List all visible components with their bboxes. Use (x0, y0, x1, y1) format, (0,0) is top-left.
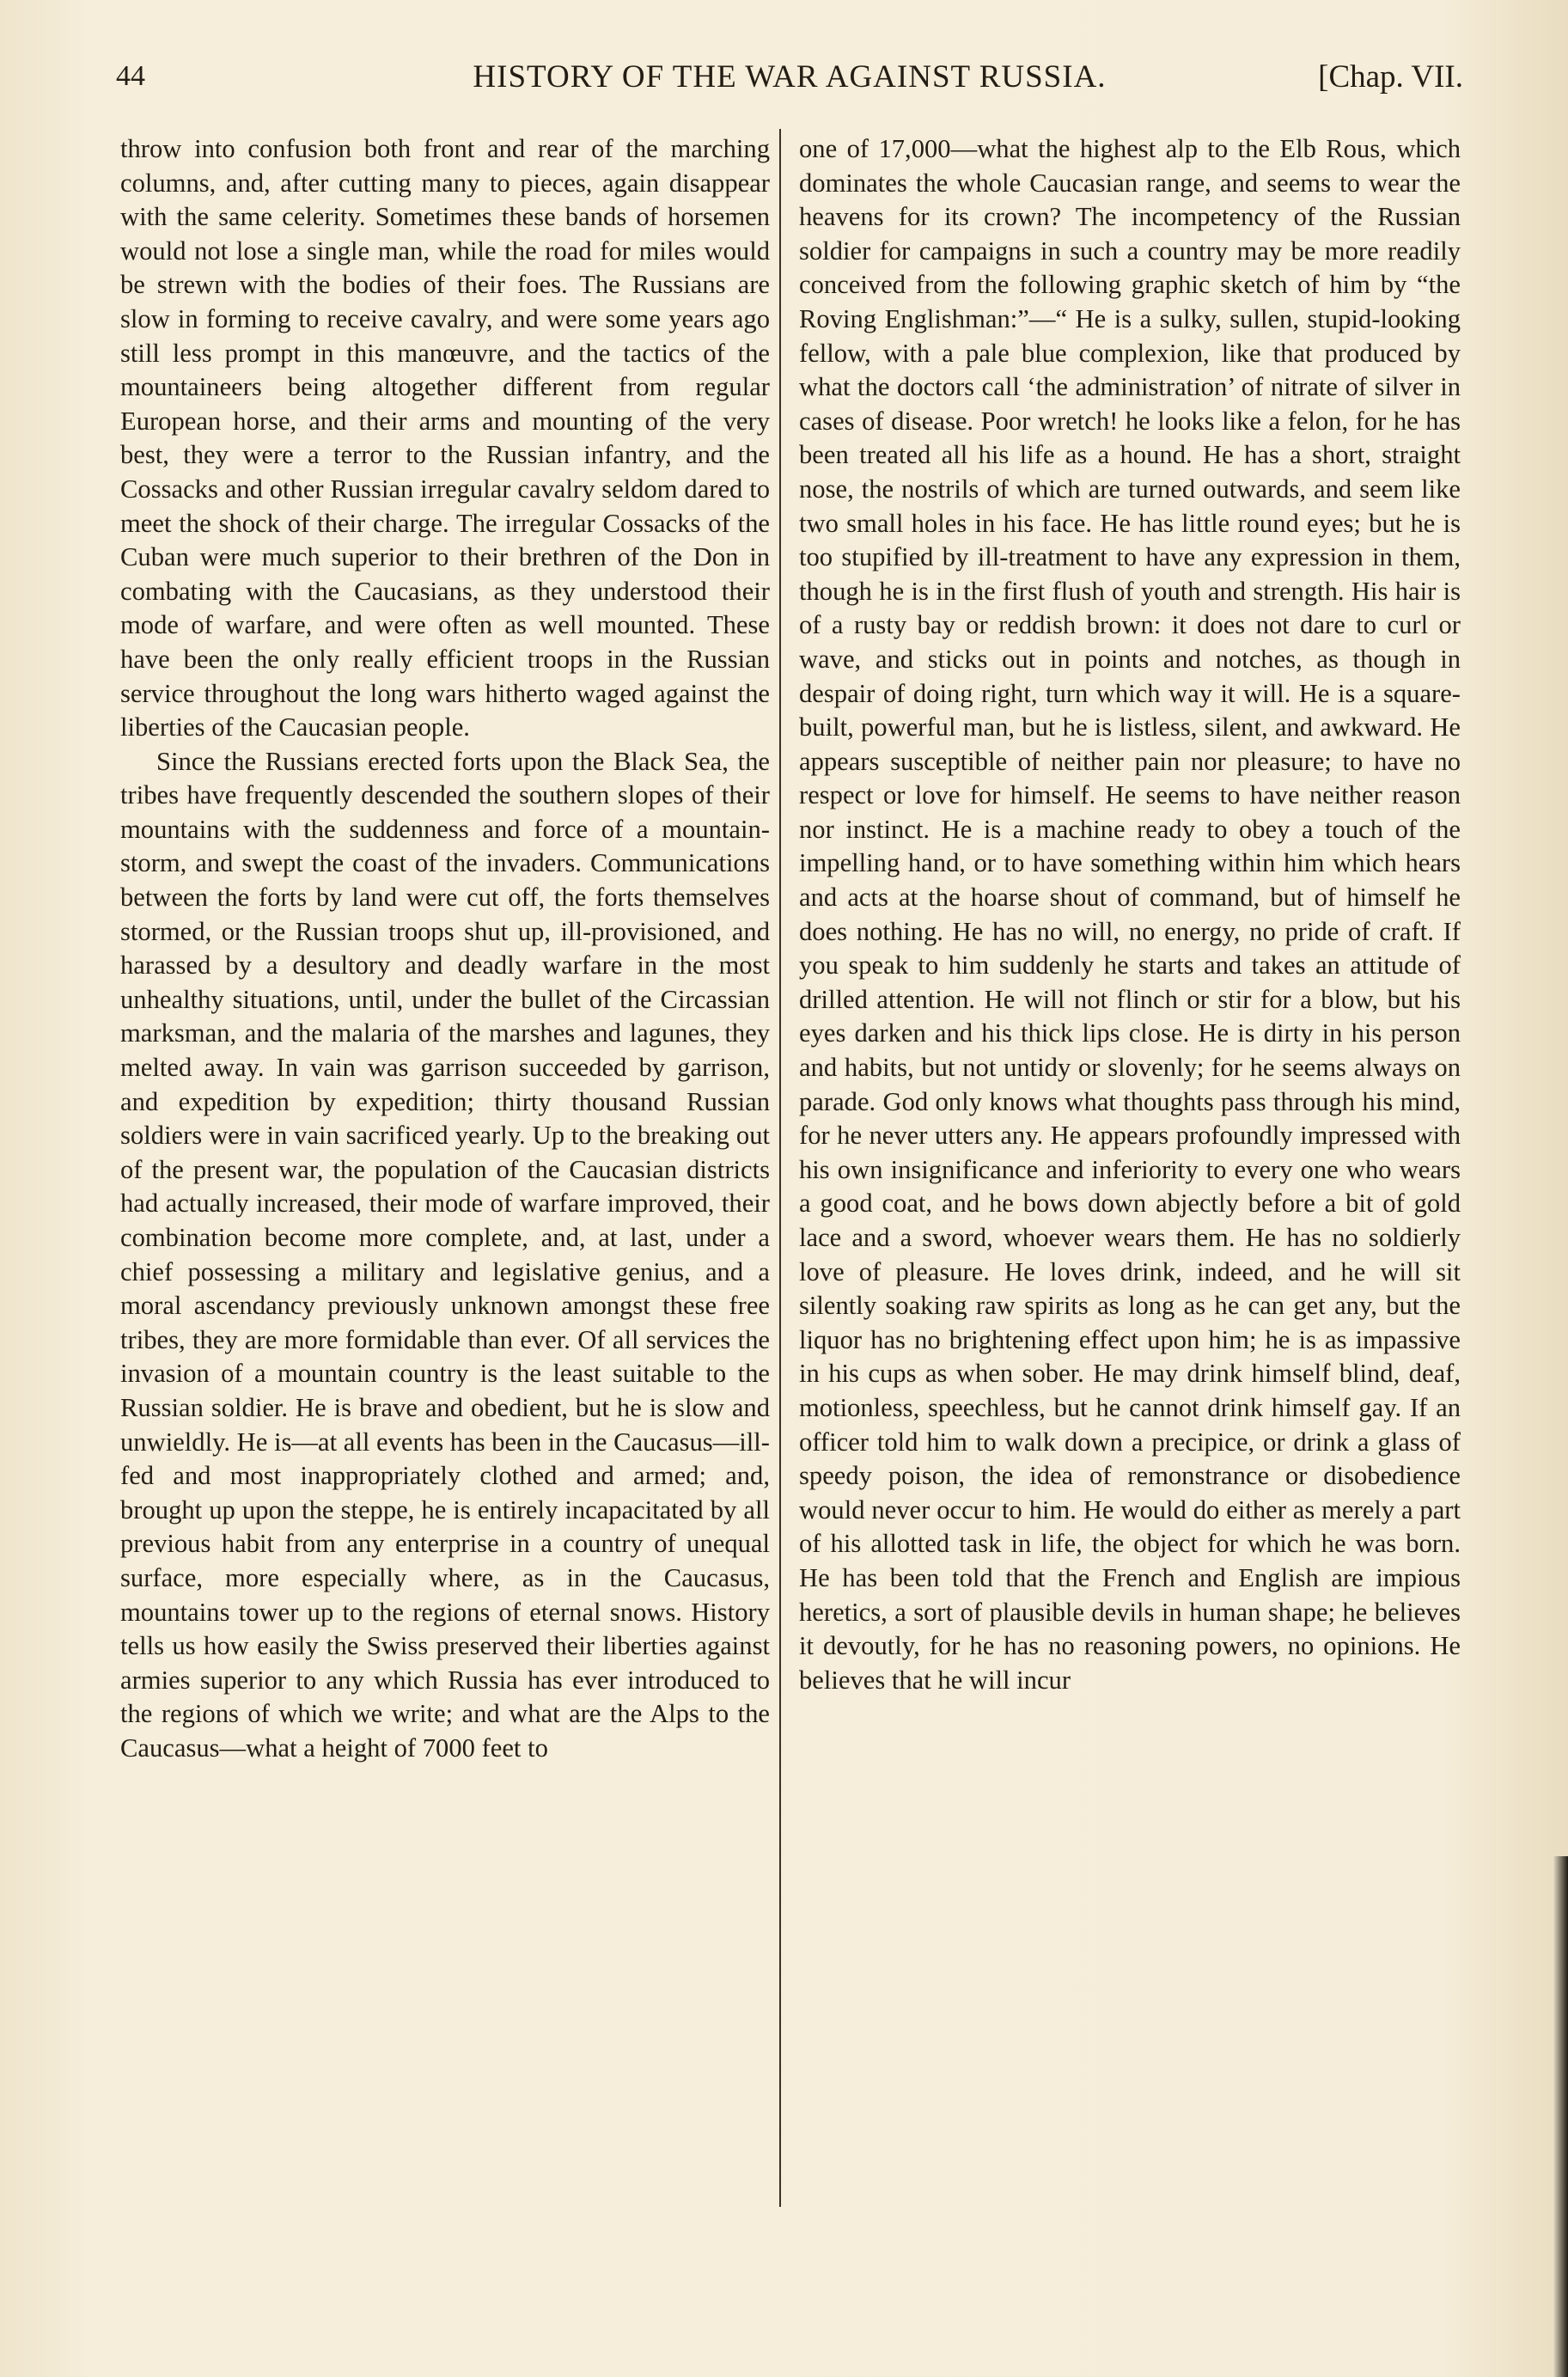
right-paragraph-1: one of 17,000—what the highest alp to the Elb Rous, which dominates the whole Caucasian range, and seems to wear the heavens for its crown? The incompetency of the Russian soldier for campaigns in such a country may be more readily conceived from the following graphic sketch of him by “the Roving Englishman:”—“ He is a sulky, sullen, stupid-looking fellow, with a pale blue complexion, like that produced by what the doctors call ‘the administration’ of nitrate of silver in cases of disease. Poor wretch! he looks like a felon, for he has been treated all his life as a hound. He has a short, straight nose, the nostrils of which are turned outwards, and seem like two small holes in his face. He has little round eyes; but he is too stupified by ill-treatment to have any expression in them, though he is in the first flush of youth and strength. His hair is of a rusty bay or reddish brown: it does not dare to curl or wave, and sticks out in points and notches, as though in despair of doing right, turn which way it will. He is a square-built, powerful man, but he is listless, silent, and awkward. He appears susceptible of neither pain nor pleasure; to have no respect or love for himself. He seems to have neither reason nor instinct. He is a machine ready to obey a touch of the impelling hand, or to have something within him which hears and acts at the hoarse shout of command, but of himself he does nothing. He has no will, no energy, no pride of craft. If you speak to him suddenly he starts and takes an attitude of drilled attention. He will not flinch or stir for a blow, but his eyes darken and his thick lips close. He is dirty in his person and habits, but not untidy or slovenly; for he seems always on parade. God only knows what thoughts pass through his mind, for he never utters any. He appears profoundly impressed with his own insignificance and inferiority to every one who wears a good coat, and he bows down abjectly before a bit of gold lace and a sword, whoever wears them. He has no soldierly love of pleasure. He loves drink, indeed, and he will sit silently soaking raw spirits as long as he can get any, but the liquor has no brightening effect upon him; he is as impassive in his cups as when sober. He may drink himself blind, deaf, motionless, speechless, but he cannot drink himself gay. If an officer told him to walk down a precipice, or drink a glass of speedy poison, the idea of remonstrance or disobedience would never occur to him. He would do either as merely a part of his allotted task in life, the object for which he was born. He has been told that the French and English are impious heretics, a sort of plausible devils in human shape; he believes it devoutly, for he has no reasoning powers, no opinions. He believes that he will incur (799, 134, 1461, 1695)
page-number: 44 (116, 60, 145, 92)
left-paragraph-2: Since the Russians erected forts upon the Black Sea, the tribes have frequently descended the southern slopes of their mountains with the suddenness and force of a mountain-storm, and swept the coast of the invaders. Communications between the forts by land were cut off, the forts themselves stormed, or the Russian troops shut up, ill-provisioned, and harassed by a desultory and deadly warfare in the most unhealthy situations, until, under the bullet of the Circassian marksman, and the malaria of the marshes and lagunes, they melted away. In vain was garrison succeeded by garrison, and expedition by expedition; thirty thousand Russian soldiers were in vain sacrificed yearly. Up to the breaking out of the present war, the population of the Caucasian districts had actually increased, their mode of warfare improved, their combination become more complete, and, at last, under a chief possessing a military and legislative genius, and a moral ascendancy previously unknown amongst these free tribes, they are more formidable than ever. Of all services the invasion of a mountain country is the least suitable to the Russian soldier. He is brave and obedient, but he is slow and unwieldly. He is—at all events has been in the Caucasus—ill-fed and most inappropriately clothed and armed; and, brought up upon the steppe, he is entirely incapacitated by all previous habit from any enterprise in a country of unequal surface, more especially where, as in the Caucasus, mountains tower up to the regions of eternal snows. History tells us how easily the Swiss preserved their liberties against armies superior to any which Russia has ever introduced to the regions of which we write; and what are the Alps to the Caucasus—what a height of 7000 feet to (120, 746, 770, 1763)
chapter-label: [Chap. VII. (1318, 59, 1463, 95)
page-edge-shadow (1553, 1856, 1568, 2377)
left-column (120, 132, 770, 1766)
page-header (116, 53, 1463, 105)
running-title: HISTORY OF THE WAR AGAINST RUSSIA. (473, 59, 1107, 95)
text-columns (120, 132, 1461, 2264)
right-column (799, 132, 1461, 1697)
left-paragraph-1: throw into confusion both front and rear of the marching columns, and, after cutting many to pieces, again disappear with the same celerity. Sometimes these bands of horsemen would not lose a single man, while the road for miles would be strewn with the bodies of their foes. The Russians are slow in forming to receive cavalry, and were some years ago still less prompt in this manœuvre, and the tactics of the mountaineers being altogether different from regular European horse, and their arms and mounting of the very best, they were a terror to the Russian infantry, and the Cossacks and other Russian irregular cavalry seldom dared to meet the shock of their charge. The irregular Cossacks of the Cuban were much superior to their brethren of the Don in combating with the Caucasians, as they understood their mode of warfare, and were often as well mounted. These have been the only really efficient troops in the Russian service throughout the long wars hitherto waged against the liberties of the Caucasian people. (120, 134, 770, 742)
column-divider (779, 129, 781, 2207)
